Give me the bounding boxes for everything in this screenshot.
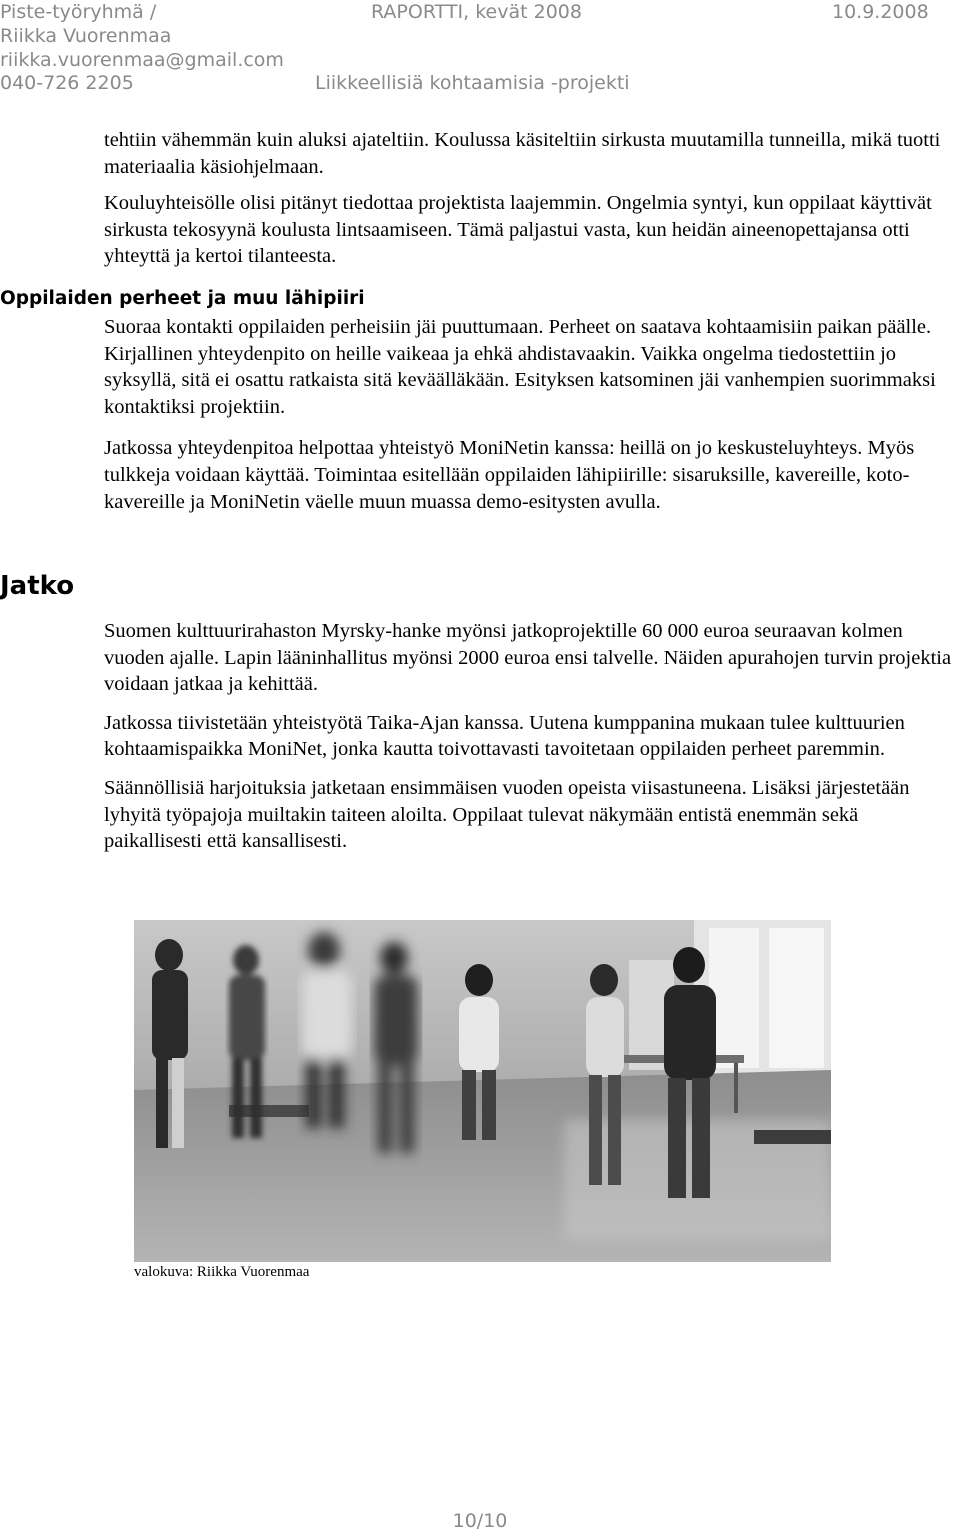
continuation-paragraph-2: Jatkossa tiivistetään yhteistyötä Taika-Ajan kanssa. Uutena kumppanina mukaan tulee kulttuurien kohtaamispaikka MoniNet, jonka kautta toivottavasti tavoitetaan oppilaiden perheet paremmin. — [104, 711, 905, 761]
families-heading: Oppilaiden perheet ja muu lähipiiri — [0, 288, 365, 309]
page-header — [0, 0, 960, 100]
header-phone: 040-726 2205 — [0, 72, 134, 94]
rehearsal-photo-illustration — [134, 920, 831, 1262]
families-paragraph-1: Suoraa kontakti oppilaiden perheisiin jäi puuttumaan. Perheet on saatava kohtaamisiin paikan päälle. Kirjallinen yhteydenpito on heille vaikeaa ja ehkä ahdistavaakin. Vaikka ongelma tiedostettiin jo syksyllä, sitä ei osattu ratkaista sitä keväälläkään. Esityksen katsominen jäi vanhempien suorimmaksi kontaktiksi projektiin. — [104, 316, 936, 418]
families-section — [104, 314, 954, 515]
continuation-paragraph-3: Säännöllisiä harjoituksia jatketaan ensimmäisen vuoden opeista viisastuneena. Lisäksi järjestetään lyhyitä työpajoja muiltakin taiteen aloilta. Oppilaat tulevat näkymään entistä enemmän sekä paikallisesti että kansallisesti. — [104, 776, 910, 853]
header-team: Piste-työryhmä / — [0, 1, 157, 23]
intro-section — [104, 127, 954, 270]
intro-paragraph-2: Kouluyhteisölle olisi pitänyt tiedottaa projektista laajemmin. Ongelmia syntyi, kun oppilaat käyttivät sirkusta tekosyynä koulusta lintsaamiseen. Tämä paljastui vasta, kun heidän aineenopettajansa otti yhteyttä ja kertoi tilanteesta. — [104, 192, 932, 268]
continuation-section — [104, 618, 954, 855]
continuation-heading: Jatko — [0, 571, 75, 601]
page-number: 10/10 — [452, 1510, 508, 1532]
rehearsal-photo — [134, 920, 831, 1262]
header-name: Riikka Vuorenmaa — [0, 25, 172, 47]
intro-paragraph-1: tehtiin vähemmän kuin aluksi ajateltiin. Koulussa käsiteltiin sirkusta muutamilla tunneilla, mikä tuotti materiaalia käsiohjelmaan. — [104, 129, 941, 178]
header-email: riikka.vuorenmaa@gmail.com — [0, 49, 284, 71]
header-project: Liikkeellisiä kohtaamisia -projekti — [315, 72, 630, 94]
header-report: RAPORTTI, kevät 2008 — [371, 1, 582, 23]
header-date: 10.9.2008 — [832, 1, 929, 23]
photo-caption: valokuva: Riikka Vuorenmaa — [134, 1264, 310, 1280]
families-paragraph-2: Jatkossa yhteydenpitoa helpottaa yhteistyö MoniNetin kanssa: heillä on jo keskusteluyhteys. Myös tulkkeja voidaan käyttää. Toimintaa esitellään oppilaiden lähipiirille: sisaruksille, kavereille, koto-kavereille ja MoniNetin väelle muun muassa demo-esitysten avulla. — [104, 437, 915, 513]
continuation-paragraph-1: Suomen kulttuurirahaston Myrsky-hanke myönsi jatkoprojektille 60 000 euroa seuraavan kolmen vuoden ajalle. Lapin lääninhallitus myönsi 2000 euroa ensi talvelle. Näiden apurahojen turvin projektia voidaan jatkaa ja kehittää. — [104, 620, 952, 696]
